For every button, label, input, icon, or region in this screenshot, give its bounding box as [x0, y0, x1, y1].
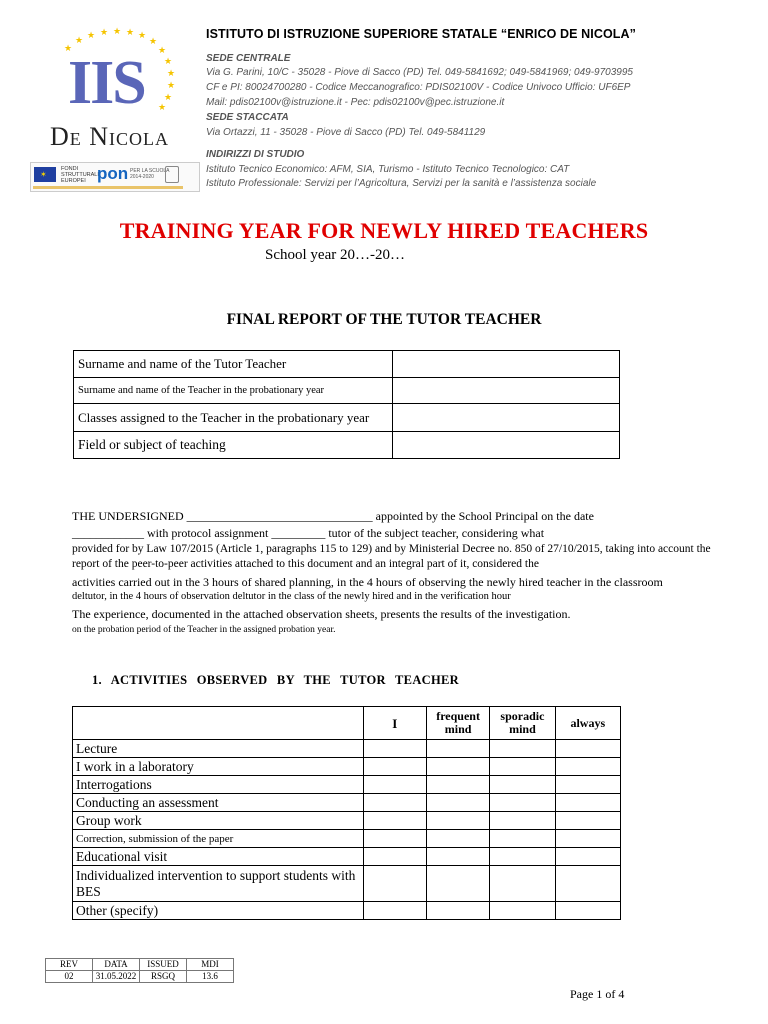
- check-cell[interactable]: [426, 758, 489, 776]
- paragraph-line: provided for by Law 107/2015 (Article 1, paragraphs 115 to 129) and by Ministerial Decree no. 850 of 27/10/2015, taking into account the: [72, 543, 711, 555]
- check-cell[interactable]: [555, 848, 620, 866]
- check-cell[interactable]: [555, 740, 620, 758]
- sede-staccata-address: Via Ortazzi, 11 - 35028 - Piove di Sacco (PD) Tel. 049-5841129: [206, 127, 486, 138]
- table-row: [46, 971, 234, 983]
- check-cell[interactable]: [490, 776, 555, 794]
- column-header: I: [363, 707, 426, 740]
- check-cell[interactable]: [426, 866, 489, 902]
- revision-table: [45, 958, 234, 983]
- activity-label: Group work: [73, 812, 364, 830]
- institute-name: ISTITUTO DI ISTRUZIONE SUPERIORE STATALE “ENRICO DE NICOLA”: [206, 27, 636, 41]
- paragraph-line: report of the peer-to-peer activities attached to this document and an integral part of it, considered the: [72, 558, 539, 570]
- sede-staccata-label: SEDE STACCATA: [206, 112, 289, 123]
- check-cell[interactable]: [363, 866, 426, 902]
- paragraph-line: deltutor, in the 4 hours of observation deltutor in the class of the newly hired and in the verification hour: [72, 591, 511, 602]
- observation-table: [72, 706, 621, 920]
- check-cell[interactable]: [490, 794, 555, 812]
- info-label: Surname and name of the Tutor Teacher: [74, 351, 393, 378]
- funds-strip: [33, 186, 183, 189]
- column-header-activity: [73, 707, 364, 740]
- check-cell[interactable]: [363, 776, 426, 794]
- check-cell[interactable]: [490, 866, 555, 902]
- indirizzi-line-2: Istituto Professionale: Servizi per l’Agricoltura, Servizi per la sanità e l’assistenza sociale: [206, 178, 597, 189]
- check-cell[interactable]: [555, 794, 620, 812]
- indirizzi-line-1: Istituto Tecnico Economico: AFM, SIA, Turismo - Istituto Tecnico Tecnologico: CAT: [206, 164, 570, 175]
- section-title: 1. ACTIVITIES OBSERVED BY THE TUTOR TEACHER: [92, 673, 459, 687]
- check-cell[interactable]: [490, 830, 555, 848]
- republic-emblem-icon: [165, 166, 179, 183]
- check-cell[interactable]: [555, 776, 620, 794]
- pon-subtitle: PER LA SCUOLA 2014-2020: [130, 168, 170, 180]
- school-logo: ★ ★ ★ ★ ★ ★ ★ ★ ★ ★ ★ ★ ★ ★ IIS De Nicola: [50, 26, 176, 151]
- paragraph-line: on the probation period of the Teacher in the assigned probation year.: [72, 625, 336, 635]
- rev-value: RSGQ: [140, 971, 187, 983]
- table-row: [74, 432, 620, 459]
- check-cell[interactable]: [363, 848, 426, 866]
- info-value-field[interactable]: [393, 378, 620, 404]
- check-cell[interactable]: [363, 830, 426, 848]
- rev-value: 13.6: [187, 971, 234, 983]
- info-label: Classes assigned to the Teacher in the probationary year: [74, 404, 393, 432]
- check-cell[interactable]: [555, 902, 620, 920]
- check-cell[interactable]: [426, 794, 489, 812]
- table-row: [74, 351, 620, 378]
- activity-label: Correction, submission of the paper: [73, 830, 364, 848]
- teacher-info-table: [73, 350, 620, 459]
- rev-header: DATA: [93, 959, 140, 971]
- rev-value: 02: [46, 971, 93, 983]
- paragraph-line: THE UNDERSIGNED _______________________________ appointed by the School Principal on the date: [72, 509, 594, 523]
- paragraph-line: The experience, documented in the attached observation sheets, presents the results of the investigation.: [72, 607, 571, 621]
- check-cell[interactable]: [555, 758, 620, 776]
- rev-header: REV: [46, 959, 93, 971]
- report-title: FINAL REPORT OF THE TUTOR TEACHER: [226, 311, 542, 328]
- check-cell[interactable]: [426, 902, 489, 920]
- table-row: [73, 794, 621, 812]
- rev-header: MDI: [187, 959, 234, 971]
- check-cell[interactable]: [426, 830, 489, 848]
- check-cell[interactable]: [555, 866, 620, 902]
- table-row: [73, 830, 621, 848]
- check-cell[interactable]: [490, 740, 555, 758]
- activity-label: Individualized intervention to support students with BES: [73, 866, 364, 902]
- check-cell[interactable]: [426, 740, 489, 758]
- column-header: frequent mind: [426, 707, 489, 740]
- column-header: sporadic mind: [490, 707, 555, 740]
- funding-logos: [30, 162, 200, 192]
- check-cell[interactable]: [363, 740, 426, 758]
- info-label: Surname and name of the Teacher in the probationary year: [74, 378, 393, 404]
- institute-mail: Mail: pdis02100v@istruzione.it - Pec: pdis02100v@pec.istruzione.it: [206, 97, 505, 108]
- activity-label: Lecture: [73, 740, 364, 758]
- check-cell[interactable]: [490, 902, 555, 920]
- activity-label: Interrogations: [73, 776, 364, 794]
- table-row: [73, 776, 621, 794]
- activity-label: I work in a laboratory: [73, 758, 364, 776]
- table-header-row: [46, 959, 234, 971]
- school-year: School year 20…-20…: [265, 247, 405, 263]
- activity-label: Conducting an assessment: [73, 794, 364, 812]
- check-cell[interactable]: [426, 776, 489, 794]
- indirizzi-label: INDIRIZZI DI STUDIO: [206, 149, 305, 160]
- table-row: [73, 902, 621, 920]
- column-header: always: [555, 707, 620, 740]
- table-row: [73, 866, 621, 902]
- table-row: [73, 758, 621, 776]
- sede-centrale-address: Via G. Parini, 10/C - 35028 - Piove di Sacco (PD) Tel. 049-5841692; 049-5841969; 049-9703995: [206, 67, 633, 78]
- rev-header: ISSUED: [140, 959, 187, 971]
- table-row: [74, 404, 620, 432]
- table-row: [73, 812, 621, 830]
- check-cell[interactable]: [490, 848, 555, 866]
- sede-centrale-label: SEDE CENTRALE: [206, 53, 291, 64]
- table-row: [74, 378, 620, 404]
- info-value-field[interactable]: [393, 351, 620, 378]
- logo-letters: IIS: [68, 49, 145, 117]
- table-row: [73, 740, 621, 758]
- info-label: Field or subject of teaching: [74, 432, 393, 459]
- paragraph-line: activities carried out in the 3 hours of shared planning, in the 4 hours of observing the newly hired teacher in the classroom: [72, 575, 663, 589]
- pon-logo: pon: [97, 164, 129, 183]
- institute-codes: CF e PI: 80024700280 - Codice Meccanografico: PDIS02100V - Codice Univoco Ufficio: UF6EP: [206, 82, 631, 93]
- eu-flag-icon: ✶: [34, 167, 56, 182]
- logo-school-name: De Nicola: [50, 122, 170, 151]
- check-cell[interactable]: [490, 812, 555, 830]
- paragraph-line: ____________ with protocol assignment _________ tutor of the subject teacher, considering what: [72, 526, 545, 540]
- check-cell[interactable]: [426, 812, 489, 830]
- check-cell[interactable]: [555, 812, 620, 830]
- info-value-field[interactable]: [393, 404, 620, 432]
- table-header-row: [73, 707, 621, 740]
- rev-value: 31.05.2022: [93, 971, 140, 983]
- check-cell[interactable]: [363, 794, 426, 812]
- check-cell[interactable]: [363, 758, 426, 776]
- table-row: [73, 848, 621, 866]
- check-cell[interactable]: [555, 830, 620, 848]
- info-value-field[interactable]: [393, 432, 620, 459]
- activity-label: Other (specify): [73, 902, 364, 920]
- page-number: Page 1 of 4: [570, 987, 625, 1001]
- check-cell[interactable]: [363, 812, 426, 830]
- check-cell[interactable]: [426, 848, 489, 866]
- funds-text: FONDI STRUTTURALI EUROPEI: [61, 166, 99, 184]
- check-cell[interactable]: [363, 902, 426, 920]
- document-title: TRAINING YEAR FOR NEWLY HIRED TEACHERS: [119, 218, 649, 243]
- check-cell[interactable]: [490, 758, 555, 776]
- activity-label: Educational visit: [73, 848, 364, 866]
